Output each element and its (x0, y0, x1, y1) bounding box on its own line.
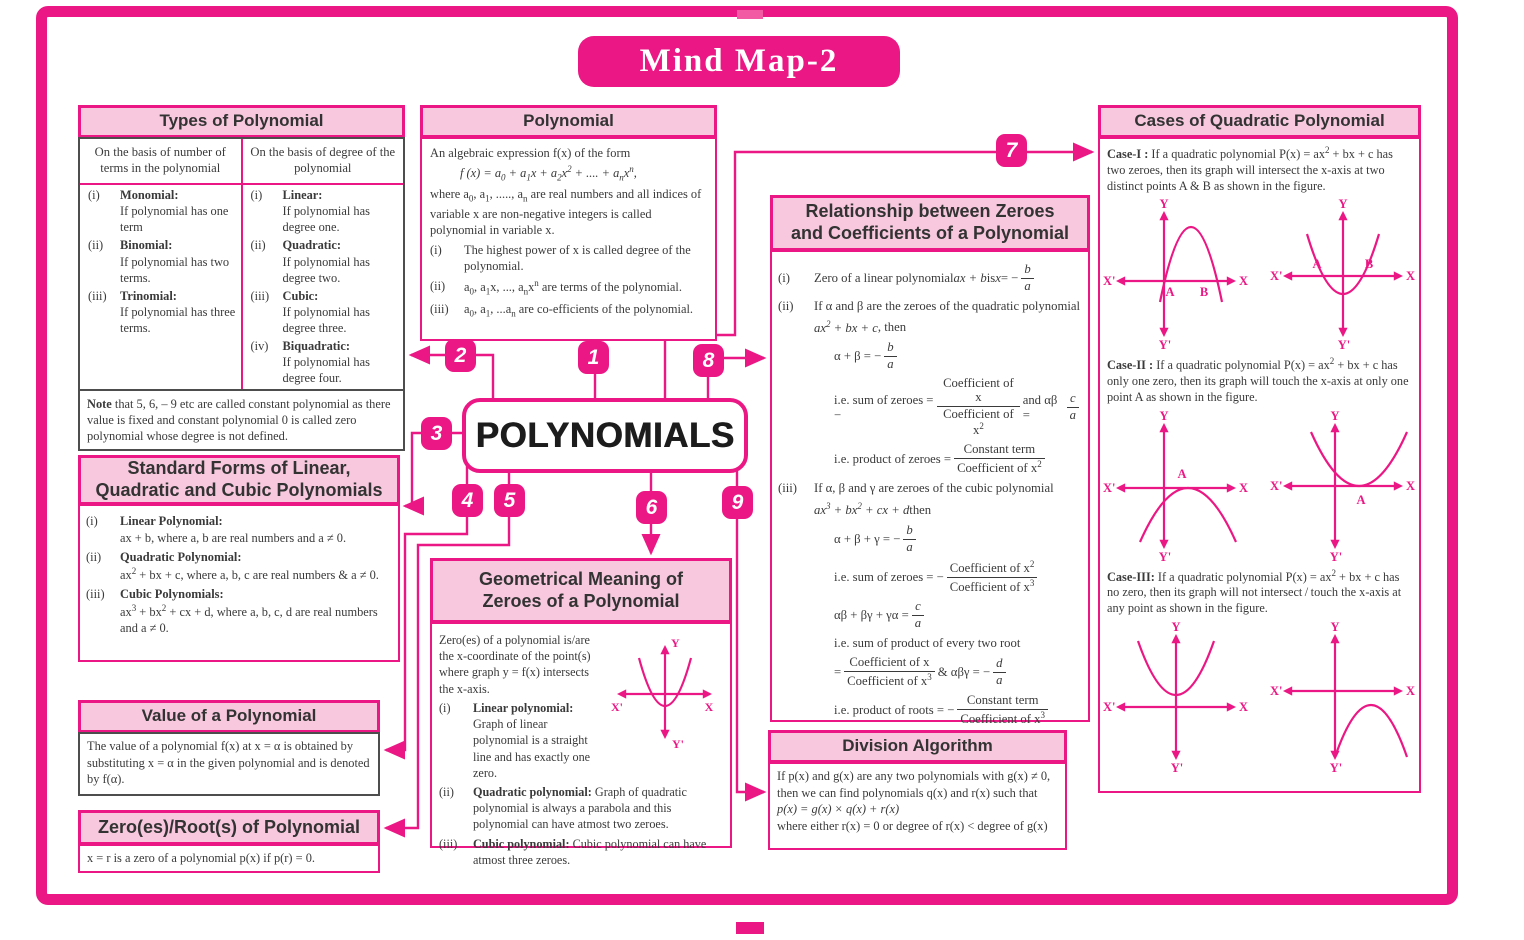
svg-text:A: A (1356, 492, 1366, 507)
graph-one-zero-down (1102, 408, 1250, 562)
relationship-line: i.e. product of roots = − $\frac{\text{Constant term}}{Coefficient of x^3}$ (778, 694, 1082, 727)
relationship-line: (i) Zero of a linear polynomial ax + b is x = − $\frac{b}{a}$ (778, 263, 1082, 294)
value-header: Value of a Polynomial (78, 700, 380, 733)
fraction: $\frac{b}{a}$ (903, 524, 915, 555)
list-item: (i) Linear Polynomial: ax + b, where a, b are real numbers and a ≠ 0. (86, 514, 347, 545)
relationship-line: α + β + γ = − $\frac{b}{a}$ (778, 524, 1082, 555)
types-note: Note that 5, 6, – 9 etc are called constant polynomial as there value is fixed and constant polynomial 0 is called zero polynomial whose degree is not defined. (80, 389, 403, 449)
cases-box (1098, 105, 1421, 793)
svg-text:Y: Y (1338, 197, 1348, 212)
connector-badge-3: 3 (421, 417, 452, 450)
graph-one-zero-up (1269, 408, 1417, 562)
graph-parabola-zeroes (609, 630, 723, 754)
standard-forms-box (78, 455, 400, 662)
list-item: (ii) Binomial: If polynomial has two terms. (88, 238, 230, 285)
relationship-line: $ax^2$ + bx + c , then (814, 318, 907, 336)
connector-badge-4: 4 (452, 484, 483, 517)
geometrical-intro: Zero(es) of a polynomial is/are the x-coordinate of the point(s) where graph y = f(x) intersects the x-axis. (439, 633, 591, 696)
cases-header: Cases of Quadratic Polynomial (1098, 105, 1421, 138)
svg-text:B: B (1199, 285, 1209, 300)
types-columns (80, 139, 403, 389)
svg-text:X: X (1406, 478, 1416, 493)
svg-text:X': X' (1103, 274, 1116, 289)
relationship-line: (iii) If α, β and γ are zeroes of the cubic polynomial (778, 481, 1054, 496)
svg-text:Y: Y (1171, 619, 1181, 634)
case-2-graphs (1100, 408, 1419, 562)
polynomial-where: where $a_0$, $a_1$, ....., $a_n$ are real numbers and all indices of variable x are non-negative integers is called polynomial in variable x. (430, 187, 702, 237)
relationship-line: (ii) If α and β are the zeroes of the quadratic polynomial (778, 298, 1081, 313)
svg-text:X: X (1406, 683, 1416, 698)
connector-badge-8: 8 (693, 344, 724, 377)
relationship-line: αβ + βγ + γα = $\frac{c}{a}$ (778, 600, 1082, 631)
relationship-header: Relationship between Zeroes and Coefficients of a Polynomial (770, 195, 1090, 251)
connector-badge-6: 6 (636, 491, 667, 524)
relationship-line: = $\frac{\text{Coefficient of x}}{Coefficient of x^3}$ & αβγ = − $\frac{d}{a}$ (778, 656, 1082, 689)
graph-two-zeroes-up (1269, 196, 1417, 350)
svg-text:Y': Y' (1329, 549, 1343, 562)
polynomial-header: Polynomial (420, 105, 717, 138)
relationship-line: i.e. sum of zeroes = − $\frac{\text{Coefficient of x}}{Coefficient of x^2}$ and αβ = $\frac{c}{a}$ (778, 377, 1082, 438)
division-line: then we can find polynomials q(x) and r(x) such that (777, 785, 1038, 800)
connector-badge-1: 1 (578, 341, 609, 374)
svg-text:X': X' (1270, 478, 1283, 493)
types-of-polynomial-box (78, 105, 405, 451)
list-item: (i) Linear: If polynomial has degree one. (250, 188, 370, 235)
list-item: (i) The highest power of x is called degree of the polynomial. (430, 242, 691, 273)
value-box (78, 700, 380, 796)
types-header: Types of Polynomial (78, 105, 405, 138)
connector-badge-5: 5 (494, 484, 525, 517)
case-1-graphs (1100, 196, 1419, 350)
division-box (768, 730, 1067, 850)
case-3-text: Case-III: If a quadratic polynomial $P(x) = ax^2$ + bx + c has no zero, then its graph will not intersect / touch the x-axis at any point as shown in the figure. (1107, 567, 1402, 616)
svg-text:X: X (1239, 274, 1249, 289)
division-line: where either r(x) = 0 or degree of r(x) < degree of g(x) (777, 818, 1048, 833)
list-item: (iii) Trinomial: If polynomial has three terms. (88, 288, 236, 335)
types-col2-header: On the basis of degree of the polynomial (243, 139, 404, 185)
case-2-text: Case-II : If a quadratic polynomial $P(x) = ax^2$ + bx + c has only one zero, then its graph will touch the x-axis at only one point A as shown in the figure. (1107, 356, 1409, 404)
division-formula: p(x) = g(x) × q(x) + r(x) (777, 802, 900, 816)
zeroes-roots-header: Zero(es)/Root(s) of Polynomial (78, 810, 380, 845)
list-item: (i) Monomial: If polynomial has one term (88, 188, 229, 235)
case-3-graphs (1100, 619, 1419, 773)
geometrical-header: Geometrical Meaning of Zeroes of a Polynomial (430, 558, 732, 623)
graph-no-zero-up (1102, 619, 1250, 773)
polynomial-intro: An algebraic expression f(x) of the form (430, 146, 631, 160)
fold-mark-top (737, 10, 763, 19)
page-title: Mind Map-2 (578, 36, 900, 87)
connector-badge-7: 7 (996, 134, 1027, 167)
fraction: $\frac{\text{Constant term}}{Coefficient of x^2}$ (954, 443, 1045, 476)
list-item: (ii) Quadratic Polynomial: $ax^2$ + bx + c, where a, b, c are real numbers & a ≠ 0. (86, 550, 379, 582)
fold-mark-bottom (736, 922, 764, 934)
svg-text:Y': Y' (1337, 338, 1351, 351)
svg-text:X': X' (1270, 269, 1283, 284)
relationship-box (770, 195, 1090, 727)
svg-text:X': X' (1103, 480, 1116, 495)
fraction: $\frac{c}{a}$ (1067, 392, 1079, 423)
svg-text:Y: Y (1159, 197, 1169, 212)
svg-text:Y: Y (1159, 408, 1169, 423)
standard-forms-header: Standard Forms of Linear, Quadratic and Cubic Polynomials (78, 455, 400, 505)
svg-text:A: A (1165, 285, 1175, 300)
svg-text:Y: Y (1330, 619, 1340, 634)
svg-text:A: A (1177, 466, 1187, 481)
relationship-body (770, 250, 1090, 727)
svg-text:X': X' (1270, 683, 1283, 698)
list-item: (ii) Quadratic polynomial: Graph of quadratic polynomial is always a parabola and this polynomial can have atmost two zeroes. (439, 784, 687, 832)
types-col-degree (241, 139, 404, 389)
svg-text:X: X (1406, 269, 1416, 284)
list-item: (ii) Quadratic: If polynomial has degree two. (250, 238, 370, 285)
svg-text:X': X' (611, 700, 623, 714)
svg-text:X: X (704, 700, 714, 714)
list-item: (iii) Cubic polynomial: Cubic polynomial can have atmost three zeroes. (439, 836, 707, 867)
svg-text:X: X (1239, 699, 1249, 714)
relationship-line: i.e. product of zeroes = $\frac{\text{Constant term}}{Coefficient of x^2}$ (778, 443, 1082, 476)
relationship-line: i.e. sum of zeroes = − $\frac{Coefficient of x^2}{Coefficient of x^3}$ (778, 560, 1082, 595)
polynomial-box (420, 105, 717, 341)
central-node-polynomials: POLYNOMIALS (462, 398, 748, 473)
geometrical-box (430, 558, 732, 867)
graph-two-zeroes-down (1102, 196, 1250, 350)
division-line: If p(x) and g(x) are any two polynomials with g(x) ≠ 0, (777, 769, 1051, 783)
fraction: $\frac{c}{a}$ (912, 600, 924, 631)
fraction: $\frac{b}{a}$ (1021, 263, 1033, 294)
polynomial-formula: f $(x) = a_0 + a_1x + a_2x^2$ + .... + $a_nx^n$, (460, 163, 637, 183)
list-item: (iii) Cubic Polynomials: $ax^3 + bx^2$ + cx + d, where a, b, c, d are real numbers and a ≠ 0. (86, 587, 378, 636)
types-col1-header: On the basis of number of terms in the polynomial (80, 139, 241, 185)
zeroes-roots-box (78, 810, 380, 873)
relationship-line: α + β = − $\frac{b}{a}$ (778, 341, 1082, 372)
svg-text:X': X' (1103, 699, 1116, 714)
svg-text:B: B (1364, 257, 1374, 272)
connector-badge-9: 9 (722, 486, 753, 519)
list-item: (iii) $a_0$, $a_1$, $...a_n$ are co-efficients of the polynomial. (430, 302, 694, 319)
zeroes-roots-text: x = r is a zero of a polynomial p(x) if p(r) = 0. (87, 851, 315, 865)
svg-text:A: A (1312, 257, 1322, 272)
svg-text:Y': Y' (1329, 760, 1343, 773)
list-item: (ii) $a_0$, $a_1x$, ..., $a_nx^n$ are terms of the polynomial. (430, 277, 682, 297)
fraction: $\frac{\text{Coefficient of x}}{Coefficient of x^3}$ (844, 656, 935, 689)
connector-badge-2: 2 (445, 339, 476, 372)
relationship-line: $ax^3 + bx^2$ + cx + d then (814, 501, 932, 518)
fraction: $\frac{d}{a}$ (993, 657, 1005, 688)
svg-text:Y': Y' (1158, 338, 1172, 351)
svg-text:Y': Y' (1170, 760, 1184, 773)
value-text: The value of a polynomial f(x) at x = α is obtained by substituting x = α in the given polynomial and is denoted by f(α). (87, 739, 370, 786)
division-header: Division Algorithm (768, 730, 1067, 763)
svg-text:X: X (1239, 480, 1249, 495)
fraction: $\frac{\text{Coefficient of x}}{Coefficient of x^2}$ (937, 377, 1020, 438)
svg-text:Y: Y (1330, 408, 1340, 423)
case-1-text: Case-I : If a quadratic polynomial $P(x) = ax^2$ + bx + c has two zeroes, then its graph will intersect the x-axis at two distinct points A & B as shown in the figure. (1107, 145, 1393, 193)
types-col-terms (80, 139, 241, 389)
fraction: $\frac{\text{Constant term}}{Coefficient of x^3}$ (957, 694, 1048, 727)
list-item: (iii) Cubic: If polynomial has degree three. (250, 288, 370, 335)
list-item: (iv) Biquadratic: If polynomial has degree four. (250, 339, 370, 386)
graph-no-zero-down (1269, 619, 1417, 773)
fraction: $\frac{Coefficient of x^2}{Coefficient of x^3}$ (947, 560, 1038, 595)
relationship-line: i.e. sum of product of every two root (834, 635, 1021, 650)
svg-text:Y: Y (671, 636, 680, 650)
fraction: $\frac{b}{a}$ (884, 341, 896, 372)
svg-text:Y': Y' (1158, 549, 1172, 562)
list-item: (i) Linear polynomial: Graph of linear polynomial is a straight line and has exactly one zero. (439, 700, 591, 780)
svg-text:Y': Y' (672, 737, 684, 751)
